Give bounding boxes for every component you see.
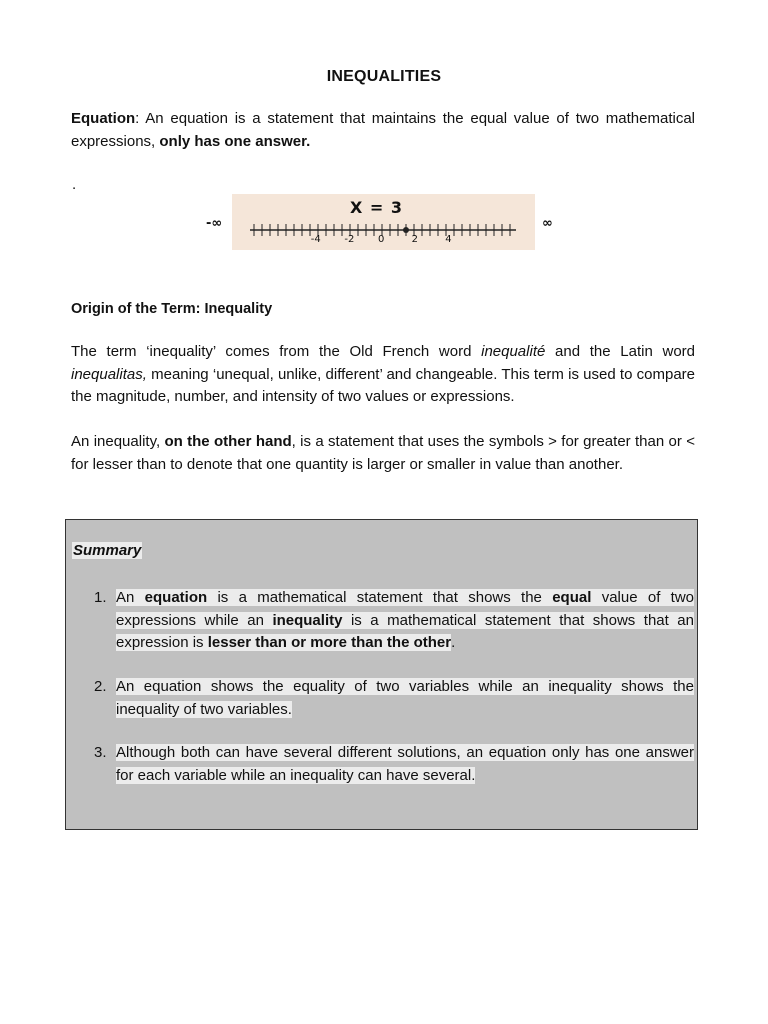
item-number: 2. [94,678,107,695]
item-text: Although both can have several different solutions, an equation only has one answer for each variable while an inequality can have several. [116,744,694,784]
equation-term: Equation [71,110,136,127]
item-text: An equation shows the equality of two variables while an inequality shows the inequality of two variables. [116,678,694,718]
origin-paragraph: The term ‘inequality’ comes from the Old French word inequalité and the Latin word inequalitas, meaning ‘unequal, unlike, different’ and changeable. This term is used to compare the magnitude, number, and intensity of two values or expressions. [71,343,695,405]
tick-label: 4 [445,234,452,245]
summary-box [65,519,698,830]
item-text: An equation is a mathematical statement that shows the equal value of two expressions while an inequality is a mathematical statement that shows that an expression is lesser than or more than the other. [116,589,695,651]
item-number: 1. [94,589,107,606]
equation-paragraph: Equation: An equation is a statement that maintains the equal value of two mathematical expressions, only has one answer. [71,110,695,150]
tick-label: 2 [411,234,418,245]
tick-label: -4 [310,234,321,245]
tick-label: -2 [344,234,355,245]
page-title: INEQUALITIES [326,68,442,85]
positive-infinity-label: ∞ [542,216,553,231]
tick-label: 0 [378,234,385,245]
stray-dot: . [72,176,77,193]
french-word: inequalité [481,343,546,360]
equation-emphasis: only has one answer. [159,132,311,150]
latin-word: inequalitas, [71,365,147,383]
inequality-emphasis: on the other hand [164,433,292,450]
inequality-paragraph: An inequality, on the other hand, is a statement that uses the symbols > for greater than or < for lesser than to denote that one quantity is larger or smaller in value than another. [71,433,695,473]
summary-title: Summary [73,542,142,559]
item-number: 3. [94,744,107,761]
number-line-equation-label: X = 3 [350,198,404,217]
origin-heading: Origin of the Term: Inequality [71,301,273,317]
solution-point [403,227,409,233]
negative-infinity-label: -∞ [206,216,223,231]
number-line-figure [202,194,562,252]
number-line-axis [250,218,520,238]
